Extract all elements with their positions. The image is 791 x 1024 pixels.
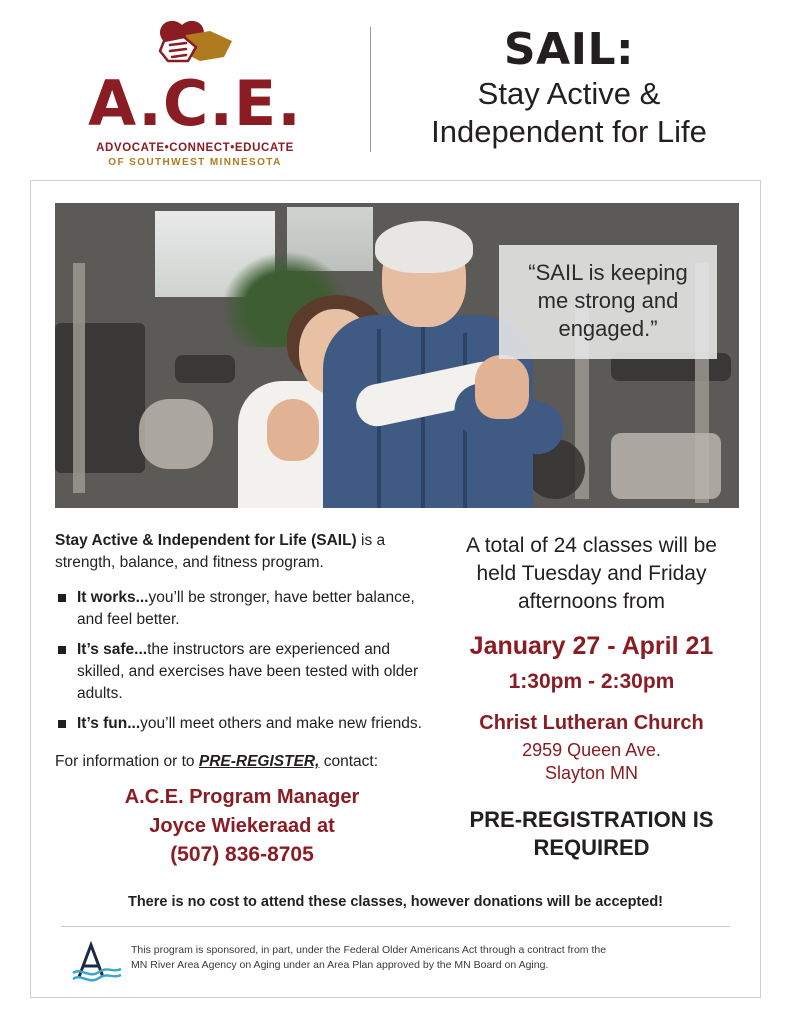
venue-city: Slayton MN [544, 762, 639, 783]
schedule-line-2: held Tuesday and Friday [476, 562, 707, 586]
feature-text: you’ll meet others and make new friends. [140, 715, 422, 733]
list-item [55, 587, 429, 630]
class-times: 1:30pm - 2:30pm [508, 670, 675, 694]
ace-logo [30, 11, 360, 168]
thumbs-up-left [267, 399, 319, 461]
handshake-heart-icon [140, 11, 250, 75]
gym-equipment [73, 263, 85, 493]
no-cost-note: There is no cost to attend these classes, however donations will be accepted! [127, 893, 664, 910]
schedule-line-3: afternoons from [517, 590, 666, 614]
river-agency-on-aging-icon [69, 939, 125, 983]
feature-text: you’ll be stronger, have better balance, and feel better. [77, 589, 415, 628]
ace-tagline-region: OF SOUTHWEST MINNESOTA [108, 156, 282, 168]
footer-divider [61, 926, 730, 927]
sponsor-text [125, 939, 606, 975]
right-column [447, 530, 736, 870]
contact-role: A.C.E. Program Manager [124, 786, 360, 809]
schedule-line-1: A total of 24 classes will be [466, 534, 717, 557]
sponsor-line-1: This program is sponsored, in part, under the Federal Older Americans Act through a contract from the [131, 943, 607, 956]
hero-photo [55, 203, 739, 508]
person-man-hair [375, 221, 473, 273]
venue-address [447, 739, 736, 784]
ace-tagline-primary: ADVOCATE•CONNECT•EDUCATE [96, 141, 294, 154]
gym-equipment [139, 399, 213, 469]
page-footer [55, 939, 736, 983]
page-title: SAIL: [503, 24, 635, 76]
content-columns [55, 530, 736, 870]
program-name: Stay Active & Independent for Life (SAIL) [55, 532, 357, 549]
ace-acronym: A.C.E. [88, 66, 302, 140]
prereg-line-1: PRE-REGISTRATION IS [469, 807, 714, 833]
feature-label: It works... [77, 589, 149, 606]
contact-prefix: For information or to [55, 753, 199, 771]
list-item [55, 639, 429, 704]
venue-street: 2959 Queen Ave. [522, 740, 661, 761]
gym-equipment [175, 355, 235, 383]
feature-text: the instructors are experienced and skilled, and exercises have been tested with older adults. [77, 641, 419, 702]
prereg-line-2: REQUIRED [533, 834, 650, 860]
date-range: January 27 - April 21 [469, 632, 714, 661]
list-item [55, 713, 429, 735]
pre-registration-notice [447, 806, 736, 861]
venue-name: Christ Lutheran Church [479, 712, 704, 735]
gym-equipment [55, 323, 145, 473]
schedule-summary [447, 532, 736, 616]
header-divider [370, 27, 371, 152]
contact-details [55, 783, 429, 870]
gym-equipment [611, 433, 721, 499]
page-subtitle-line2: Independent for Life [431, 114, 707, 150]
thumbs-up-right [475, 355, 529, 419]
pre-register-emphasis: PRE-REGISTER, [198, 753, 320, 771]
feature-label: It’s safe... [77, 641, 148, 659]
program-description-rest: is a strength, balance, and fitness program. [55, 532, 386, 571]
page-subtitle-line1: Stay Active & [477, 75, 661, 111]
left-column [55, 530, 447, 870]
feature-label: It’s fun... [77, 715, 141, 733]
contact-name: Joyce Wiekeraad at [149, 814, 335, 837]
contact-phone[interactable]: (507) 836-8705 [170, 842, 314, 866]
page-header [0, 0, 791, 172]
flyer-body [30, 180, 761, 998]
sponsor-line-2: MN River Area Agency on Aging under an Area Plan approved by the MN Board on Aging. [131, 959, 549, 972]
sail-title-block [397, 24, 761, 150]
program-description [55, 530, 429, 574]
feature-list [55, 587, 429, 735]
contact-suffix: contact: [319, 753, 379, 771]
contact-instruction [55, 753, 429, 771]
testimonial-quote: “SAIL is keeping me strong and engaged.” [499, 245, 717, 359]
